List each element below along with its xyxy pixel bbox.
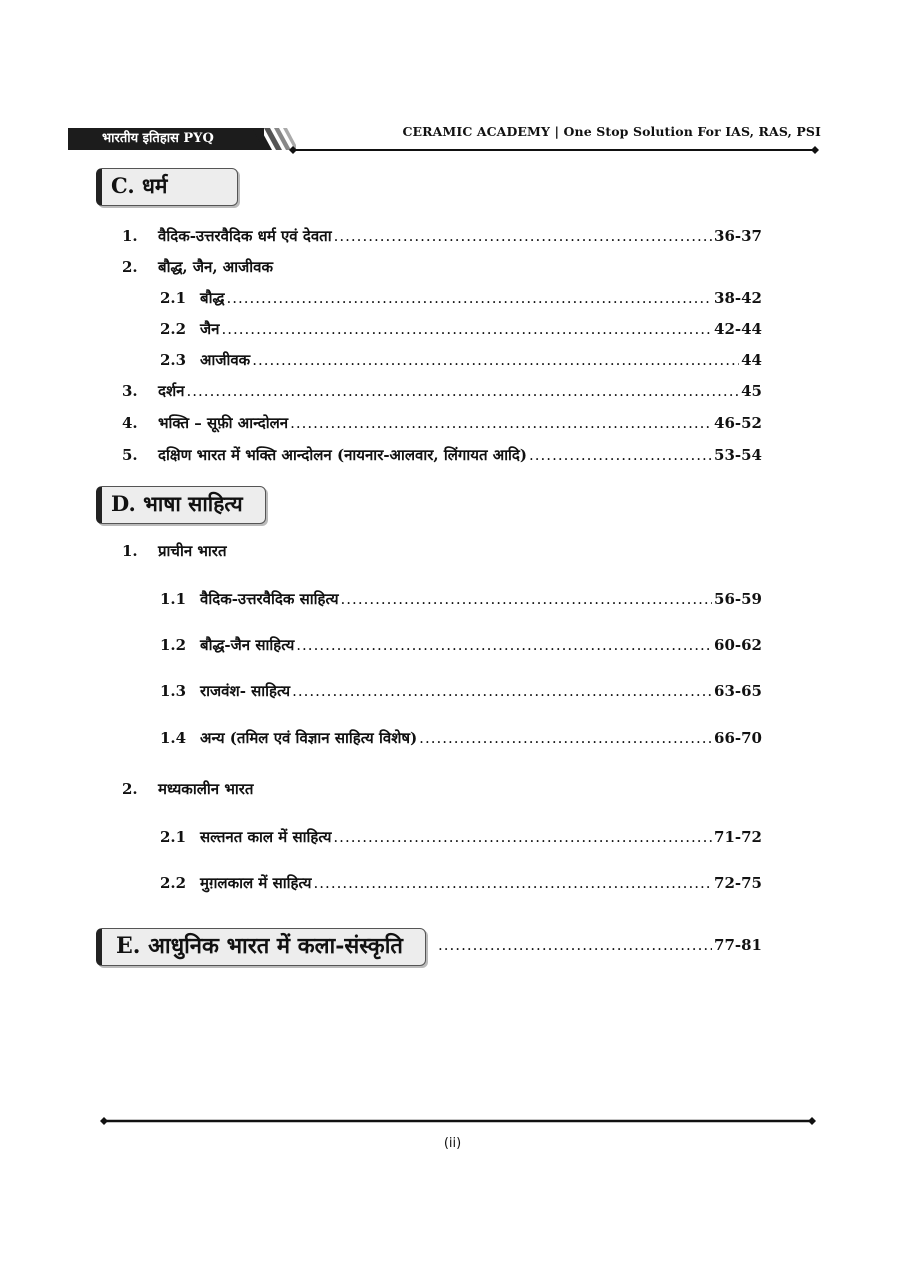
section-c-heading: C. धर्म (96, 168, 238, 206)
toc-row[interactable]: 2.2 जैन ..... 42-44 (160, 319, 762, 343)
toc-row[interactable]: 1. वैदिक-उत्तरवैदिक धर्म एवं देवता ..... 36-37 (122, 226, 762, 250)
toc-row[interactable]: 4. भक्ति – सूफ़ी आन्दोलन ..... 46-52 (122, 413, 762, 437)
toc-row[interactable]: 1.1 वैदिक-उत्तरवैदिक साहित्य ..... 56-59 (160, 589, 762, 613)
section-e-heading: E. आधुनिक भारत में कला-संस्कृति (96, 928, 426, 966)
toc-group: 2. बौद्ध, जैन, आजीवक (122, 258, 273, 276)
toc-row[interactable]: 1.3 राजवंश- साहित्य ..... 63-65 (160, 681, 762, 705)
header-academy-text: CERAMIC ACADEMY | One Stop Solution For IAS, RAS, PSI (402, 124, 821, 139)
toc-group: 1. प्राचीन भारत (122, 542, 227, 560)
header-rule (289, 145, 819, 155)
footer-rule (100, 1116, 816, 1126)
section-d-heading: D. भाषा साहित्य (96, 486, 266, 524)
toc-row[interactable]: 2.3 आजीवक ..... 44 (160, 350, 762, 374)
page-number: (ii) (443, 1136, 462, 1151)
section-e-pages-row[interactable]: ..... 77-81 (438, 936, 762, 954)
toc-group: 2. मध्यकालीन भारत (122, 780, 254, 798)
toc-row[interactable]: 5. दक्षिण भारत में भक्ति आन्दोलन (नायनार-आलवार, लिंगायत आदि) ..... 53-54 (122, 445, 762, 469)
toc-row[interactable]: 1.4 अन्य (तमिल एवं विज्ञान साहित्य विशेष) ..... 66-70 (160, 728, 762, 752)
toc-row[interactable]: 2.2 मुग़लकाल में साहित्य ..... 72-75 (160, 873, 762, 897)
header-tab: भारतीय इतिहास PYQ (68, 128, 264, 150)
toc-row[interactable]: 1.2 बौद्ध-जैन साहित्य ..... 60-62 (160, 635, 762, 659)
toc-row[interactable]: 2.1 सल्तनत काल में साहित्य ..... 71-72 (160, 827, 762, 851)
toc-row[interactable]: 3. दर्शन ..... 45 (122, 381, 762, 405)
toc-row[interactable]: 2.1 बौद्ध ..... 38-42 (160, 288, 762, 312)
